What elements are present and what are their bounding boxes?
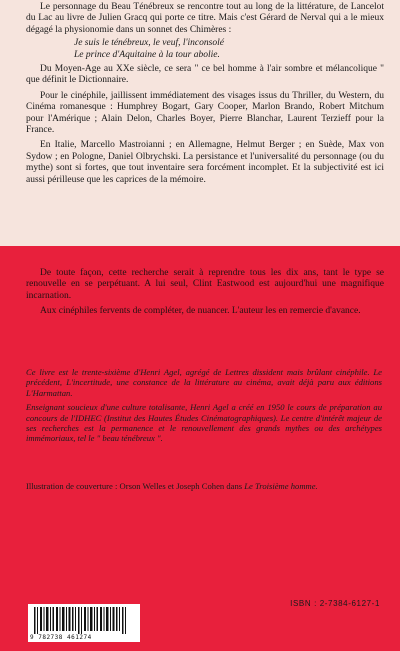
credit-film-title: Le Troisième homme. <box>244 481 318 491</box>
paragraph-5: De toute façon, cette recherche serait à reprendre tous les dix ans, tant le type se renouvelle en se perpétuant. A lui seul, Clint Eastwood est aujourd'hui une magnifique incarnation. <box>26 268 384 301</box>
barcode-digits: 9 782738 461274 <box>30 634 92 641</box>
paragraph-1: Le personnage du Beau Ténébreux se rencontre tout au long de la littérature, de Lancelot du Lac au livre de Julien Gracq qui porte ce titre. Mais c'est Gérard de Nerval qui a le mieux dégagé la physionomie dans un sonnet des Chimères : <box>26 2 384 35</box>
top-panel <box>0 0 400 246</box>
bottom-text <box>0 268 400 318</box>
isbn-number: ISBN : 2-7384-6127-1 <box>290 599 380 608</box>
bio-paragraph-1: Ce livre est le trente-sixième d'Henri Agel, agrégé de Lettres dissident mais brûlant cinéphile. Le précédent, L'incertitude, une constance de la littérature au cinéma, avait déjà paru aux éditions L'Harmattan. <box>26 367 382 398</box>
poem-line-1: Je suis le ténébreux, le veuf, l'inconsolé <box>74 38 224 49</box>
bio-paragraph-2: Enseignant soucieux d'une culture totalisante, Henri Agel a créé en 1950 le cours de préparation au concours de l'IDHEC (Institut des Hautes Études Cinématographiques). Le centre d'intérêt majeur de ses recherches est la permanence et le renouvellement des grands mythes ou des archétypes immémoriaux, tel le " beau ténébreux ". <box>26 402 382 444</box>
paragraph-2: Du Moyen-Age au XXe siècle, ce sera " ce bel homme à l'air sombre et mélancolique " que définit le Dictionnaire. <box>26 64 384 86</box>
paragraph-4: En Italie, Marcello Mastroianni ; en Allemagne, Helmut Berger ; en Suède, Max von Sydow ; en Pologne, Daniel Olbrychski. La persistance et l'universalité du personnage (ou du mythe) sont si fortes, que tout inventaire sera forcément incomplet. Et la subjectivité est ici aussi périlleuse que les caprices de la mémoire. <box>26 140 384 185</box>
poem-line-2: Le prince d'Aquitaine à la tour abolie. <box>74 49 220 60</box>
poem-quote <box>74 38 384 61</box>
bottom-panel <box>0 246 400 651</box>
cover-credit <box>26 481 382 491</box>
paragraph-3: Pour le cinéphile, jaillissent immédiatement des visages issus du Thriller, du Western, du Cinéma romanesque : Humphrey Bogart, Gary Cooper, Marlon Brando, Robert Mitchum pour l'Amérique ; Alain Delon, Charles Boyer, Pierre Blanchar, Laurent Terzieff pour la France. <box>26 90 384 136</box>
author-bio <box>26 367 382 444</box>
barcode-icon <box>34 607 134 634</box>
credit-text: Illustration de couverture : Orson Welles et Joseph Cohen dans <box>26 481 243 491</box>
barcode <box>28 604 140 642</box>
paragraph-6: Aux cinéphiles fervents de compléter, de nuancer. L'auteur les en remercie d'avance. <box>40 306 361 317</box>
top-text <box>0 2 400 186</box>
